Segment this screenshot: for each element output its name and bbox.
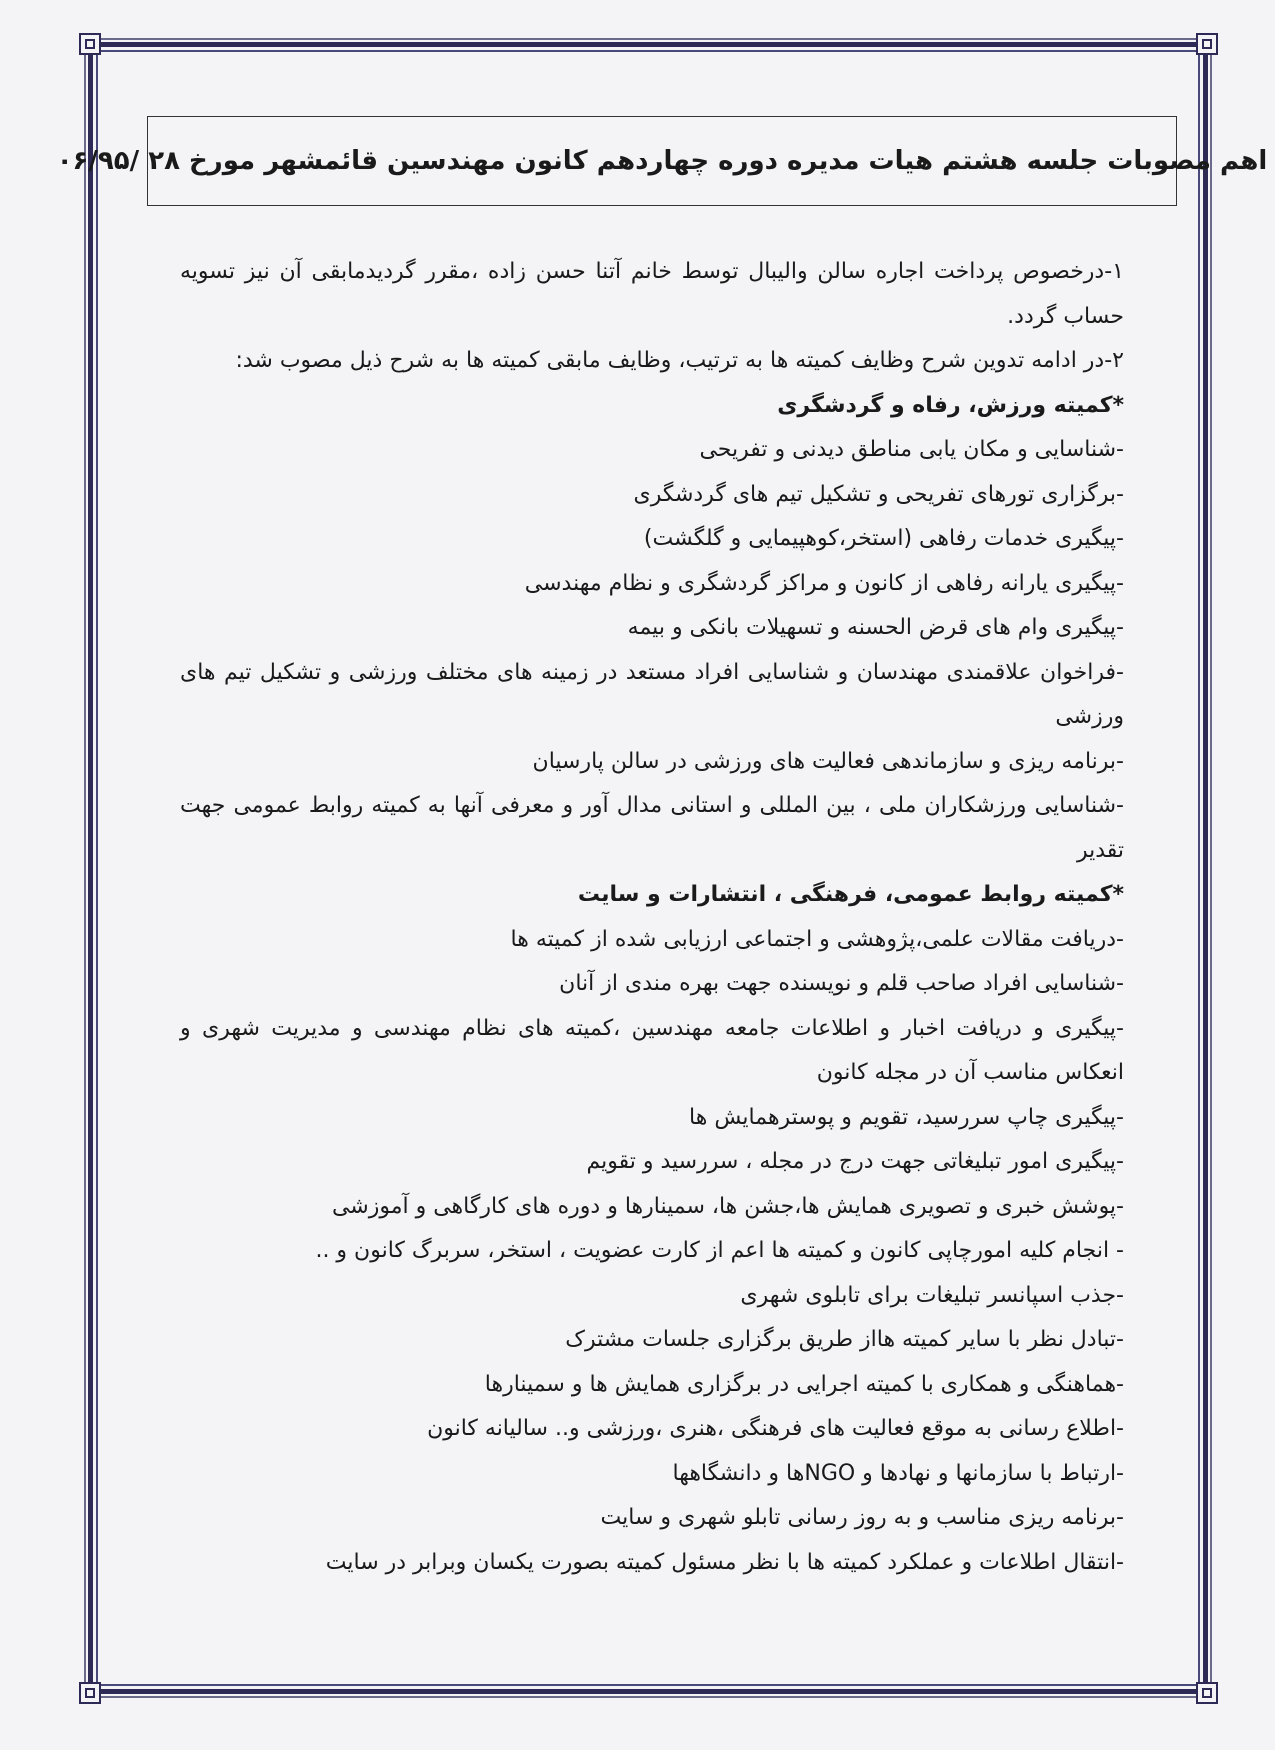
document-title: اهم مصوبات جلسه هشتم هیات مدیره دوره چهاردهم کانون مهندسین قائمشهر مورخ ۲۸ /۰۶/۹۵ — [56, 146, 1268, 176]
list-item: -پیگیری خدمات رفاهی (استخر،کوهپیمایی و گلگشت) — [643, 526, 1124, 551]
list-item: -شناسایی و مکان یابی مناطق دیدنی و تفریحی — [699, 437, 1124, 462]
list-item: -شناسایی افراد صاحب قلم و نویسنده جهت بهره مندی از آنان — [559, 971, 1124, 996]
sport-committee-heading: *کمیته ورزش، رفاه و گردشگری — [777, 392, 1124, 418]
border-corner-ornament — [79, 1682, 101, 1704]
list-item: -فراخوان علاقمندی مهندسان و شناسایی افراد مستعد در زمینه های مختلف ورزشی و تشکیل تیم های ورزشی — [180, 659, 1124, 729]
list-item: -ارتباط با سازمانها و نهادها و NGOها و دانشگاهها — [672, 1460, 1124, 1486]
border-corner-ornament — [1196, 33, 1218, 55]
list-item: -پیگیری و دریافت اخبار و اطلاعات جامعه مهندسین ،کمیته های نظام مهندسی و مدیریت شهری و انعکاس مناسب آن در مجله کانون — [180, 1015, 1124, 1085]
pr-committee-heading: *کمیته روابط عمومی، فرهنگی ، انتشارات و سایت — [577, 882, 1124, 907]
list-item: -جذب اسپانسر تبلیغات برای تابلوی شهری — [740, 1282, 1124, 1308]
list-item: -برنامه ریزی مناسب و به روز رسانی تابلو شهری و سایت — [600, 1505, 1124, 1530]
list-item: -دریافت مقالات علمی،پژوهشی و اجتماعی ارزیابی شده از کمیته ها — [510, 926, 1124, 952]
list-item: -برنامه ریزی و سازماندهی فعالیت های ورزشی در سالن پارسیان — [532, 748, 1124, 774]
list-item: -پیگیری امور تبلیغاتی جهت درج در مجله ، سررسید و تقویم — [586, 1149, 1124, 1174]
list-item: -انتقال اطلاعات و عملکرد کمیته ها با نظر مسئول کمیته بصورت یکسان وبرابر در سایت — [325, 1549, 1124, 1575]
document-body — [180, 250, 1124, 1585]
list-item: -پیگیری وام های قرض الحسنه و تسهیلات بانکی و بیمه — [627, 615, 1124, 640]
paragraph-2: ۲-در ادامه تدوین شرح وظایف کمیته ها به ترتیب، وظایف مابقی کمیته ها به شرح ذیل مصوب شد: — [235, 348, 1124, 373]
paragraph-1: ۱-درخصوص پرداخت اجاره سالن والیبال توسط خانم آتنا حسن زاده ،مقرر گردیدمابقی آن نیز تسویه حساب گردد. — [180, 259, 1124, 329]
list-item: -پیگیری چاپ سررسید، تقویم و پوسترهمایش ها — [689, 1104, 1124, 1130]
list-item: -تبادل نظر با سایر کمیته هااز طریق برگزاری جلسات مشترک — [565, 1327, 1124, 1352]
title-box — [56, 116, 1268, 206]
list-item: -پوشش خبری و تصویری همایش ها،جشن ها، سمینارها و دوره های کارگاهی و آموزشی — [331, 1193, 1124, 1219]
border-corner-ornament — [79, 33, 101, 55]
list-item: -پیگیری یارانه رفاهی از کانون و مراکز گردشگری و نظام مهندسی — [524, 570, 1124, 596]
border-corner-ornament — [1196, 1682, 1218, 1704]
list-item: -شناسایی ورزشکاران ملی ، بین المللی و استانی مدال آور و معرفی آنها به کمیته روابط عمومی جهت تقدیر — [180, 793, 1124, 863]
list-item: -برگزاری تورهای تفریحی و تشکیل تیم های گردشگری — [633, 481, 1124, 507]
list-item: - انجام کلیه امورچاپی کانون و کمیته ها اعم از کارت عضویت ، استخر، سربرگ کانون و .. — [315, 1238, 1124, 1263]
list-item: -هماهنگی و همکاری با کمیته اجرایی در برگزاری همایش ها و سمینارها — [484, 1371, 1124, 1397]
list-item: -اطلاع رسانی به موقع فعالیت های فرهنگی ،هنری ،ورزشی و.. سالیانه کانون — [427, 1416, 1124, 1441]
